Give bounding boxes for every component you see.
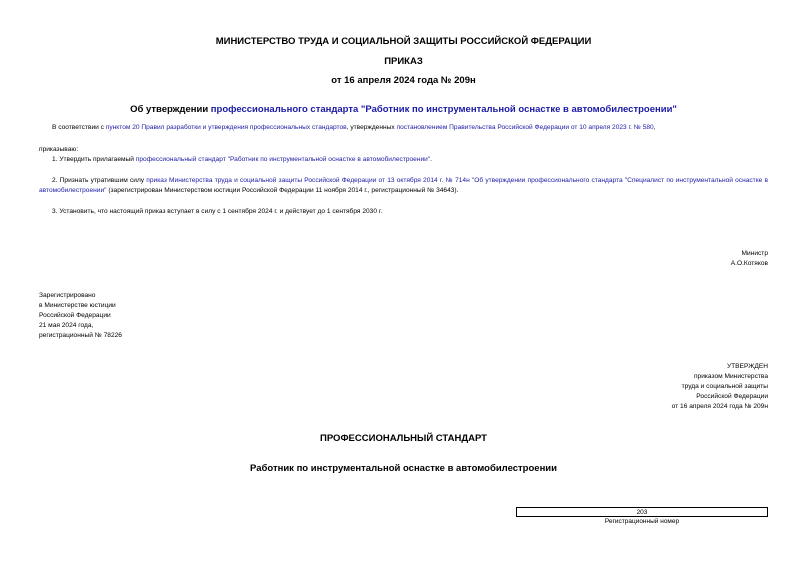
item-1-text: 1. Утвердить прилагаемый <box>52 156 136 163</box>
orders-word: приказываю: <box>39 146 79 153</box>
item-2-end: (зарегистрирован Министерством юстиции Российской Федерации 11 ноября 2014 г., регистрационный № 34643). <box>106 187 459 194</box>
title-standard-link[interactable]: профессионального стандарта "Работник по инструментальной оснастке в автомобилестроении" <box>210 104 677 115</box>
approved-block <box>672 362 768 412</box>
preamble <box>52 123 656 133</box>
registration-line-2: в Министерстве юстиции <box>39 302 116 309</box>
registration-number-caption: Регистрационный номер <box>604 518 680 525</box>
ministry-heading: МИНИСТЕРСТВО ТРУДА И СОЦИАЛЬНОЙ ЗАЩИТЫ РОССИЙСКОЙ ФЕДЕРАЦИИ <box>215 36 592 47</box>
registration-number-box: 203 <box>516 507 768 517</box>
item-1-standard-link[interactable]: профессиональный стандарт "Работник по инструментальной оснастке в автомобилестроении" <box>135 156 431 163</box>
preamble-text-3: , <box>653 124 656 131</box>
approved-line-4: Российской Федерации <box>696 393 768 400</box>
signature-name: А.О.Котяков <box>730 260 768 267</box>
registration-line-5: регистрационный № 78226 <box>39 332 122 339</box>
preamble-text-1: В соответствии с <box>52 124 106 131</box>
doc-type: ПРИКАЗ <box>384 56 423 67</box>
preamble-link-resolution[interactable]: постановлением Правительства Российской Федерации от 10 апреля 2023 г. № 580 <box>396 124 654 131</box>
standard-name: Работник по инструментальной оснастке в автомобилестроении <box>250 463 557 474</box>
order-date-number: от 16 апреля 2024 года № 209н <box>331 75 476 86</box>
standard-heading: ПРОФЕССИОНАЛЬНЫЙ СТАНДАРТ <box>320 433 487 444</box>
item-2-text: 2. Признать утратившим силу <box>52 177 147 184</box>
item-1 <box>52 155 432 165</box>
item-1-end: . <box>430 156 433 163</box>
item-2-order-link[interactable]: приказ Министерства труда и социальной защиты Российской Федерации от 13 октября 2014 г. № 714н "Об утверждении профессионального стандарта "Специалист по инструментальной оснастке в автомобилестроении" <box>39 177 768 194</box>
registration-line-1: Зарегистрировано <box>39 292 96 299</box>
registration-line-3: Российской Федерации <box>39 312 111 319</box>
approved-line-2: приказом Министерства <box>693 373 768 380</box>
registration-line-4: 21 мая 2024 года, <box>39 322 94 329</box>
approved-line-5: от 16 апреля 2024 года № 209н <box>671 403 768 410</box>
item-3: 3. Установить, что настоящий приказ вступает в силу с 1 сентября 2024 г. и действует до 1 сентября 2030 г. <box>52 208 383 215</box>
approved-line-1: УТВЕРЖДЕН <box>726 363 768 370</box>
order-title <box>0 104 807 115</box>
title-prefix: Об утверждении <box>130 104 211 115</box>
signature-position: Министр <box>741 250 768 257</box>
approved-line-3: труда и социальной защиты <box>681 383 768 390</box>
preamble-link-rules[interactable]: пунктом 20 Правил разработки и утверждения профессиональных стандартов <box>105 124 347 131</box>
preamble-text-2: , утвержденных <box>346 124 397 131</box>
registration-block <box>39 291 122 341</box>
item-2 <box>39 176 768 196</box>
